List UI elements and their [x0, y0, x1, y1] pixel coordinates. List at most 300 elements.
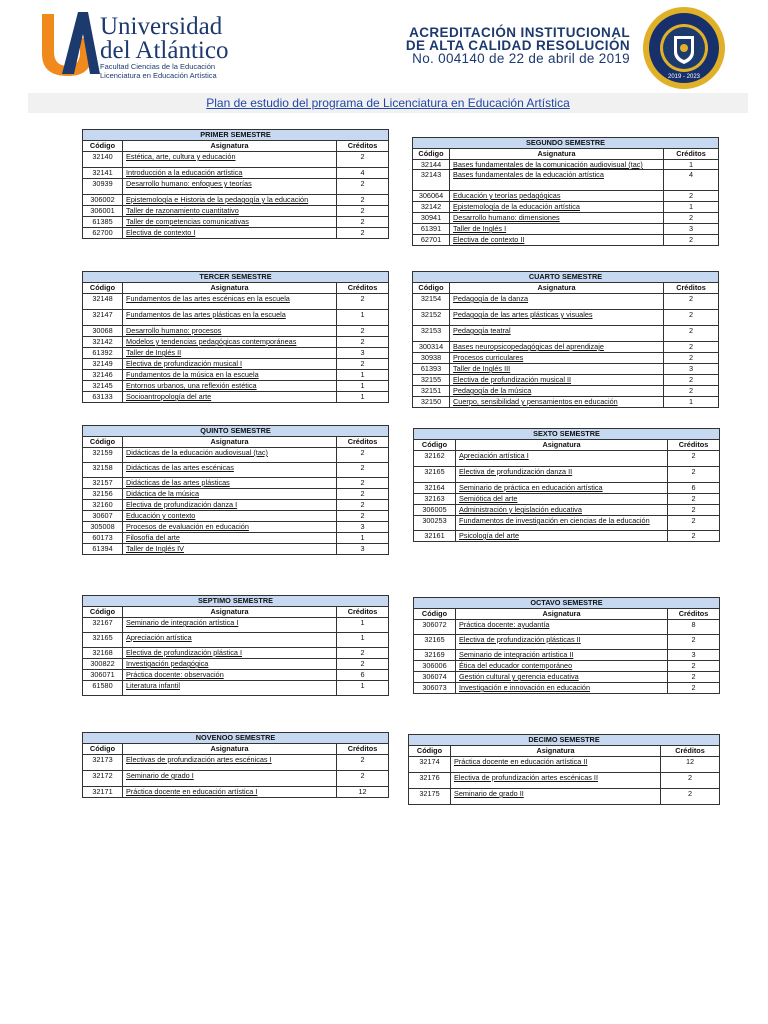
table-row: [413, 235, 719, 246]
course-code: 300822: [83, 659, 123, 670]
course-code: 306072: [414, 620, 456, 635]
course-credits: 2: [664, 326, 719, 342]
course-credits: 3: [668, 650, 720, 661]
course-code: 61391: [413, 224, 450, 235]
course-name: Taller de Inglés I: [450, 224, 664, 235]
subject-column-header: Asignatura: [123, 437, 337, 448]
course-credits: 2: [661, 789, 720, 805]
table-row: [83, 348, 389, 359]
semester-table: [412, 271, 719, 408]
credits-column-header: Créditos: [337, 607, 389, 618]
course-name: Fundamentos de las artes plásticas en la escuela: [123, 310, 337, 326]
course-name: Gestión cultural y gerencia educativa: [456, 672, 668, 683]
course-name: Pedagogía de la danza: [450, 294, 664, 310]
table-row: [413, 213, 719, 224]
course-name: Electiva de contexto II: [450, 235, 664, 246]
course-code: 305008: [83, 522, 123, 533]
course-credits: 3: [337, 522, 389, 533]
course-name: Didáctica de la música: [123, 489, 337, 500]
course-code: 306064: [413, 191, 450, 202]
course-credits: 2: [664, 375, 719, 386]
course-code: 32159: [83, 448, 123, 463]
course-name: Desarrollo humano: dimensiones: [450, 213, 664, 224]
course-name: Electiva de profundización musical I: [123, 359, 337, 370]
course-name: Literatura infantil: [123, 681, 337, 696]
course-name: Didácticas de las artes plásticas: [123, 478, 337, 489]
course-credits: 2: [668, 635, 720, 650]
column-header-row: [83, 607, 389, 618]
course-credits: 8: [668, 620, 720, 635]
table-row: [414, 451, 720, 467]
code-column-header: Código: [83, 283, 123, 294]
code-column-header: Código: [83, 607, 123, 618]
course-name: Filosofía del arte: [123, 533, 337, 544]
course-code: 32149: [83, 359, 123, 370]
university-name-line1: Universidad: [100, 13, 223, 40]
course-name: Apreciación artística I: [456, 451, 668, 467]
semester-title-row: [414, 429, 720, 440]
table-row: [413, 224, 719, 235]
course-code: 32165: [414, 467, 456, 483]
table-row: [83, 392, 389, 403]
course-code: 32147: [83, 310, 123, 326]
course-code: 32157: [83, 478, 123, 489]
course-code: 32163: [414, 494, 456, 505]
code-column-header: Código: [413, 149, 450, 160]
semester-table: [82, 271, 389, 403]
course-code: 32151: [413, 386, 450, 397]
table-row: [413, 397, 719, 408]
table-row: [83, 771, 389, 787]
course-code: 32152: [413, 310, 450, 326]
table-row: [83, 310, 389, 326]
table-row: [83, 533, 389, 544]
table-row: [83, 206, 389, 217]
faculty-name: Facultad Ciencias de la Educación: [100, 62, 216, 71]
subject-column-header: Asignatura: [123, 744, 337, 755]
course-credits: 2: [664, 386, 719, 397]
course-credits: 2: [337, 659, 389, 670]
code-column-header: Código: [83, 141, 123, 152]
course-credits: 2: [337, 463, 389, 478]
credits-column-header: Créditos: [664, 283, 719, 294]
code-column-header: Código: [83, 437, 123, 448]
course-code: 32175: [409, 789, 451, 805]
course-credits: 1: [337, 681, 389, 696]
course-name: Bases fundamentales de la comunicación audiovisual (tac): [450, 160, 664, 170]
course-name: Investigación pedagógica: [123, 659, 337, 670]
course-code: 32173: [83, 755, 123, 771]
course-name: Fundamentos de la música en la escuela: [123, 370, 337, 381]
course-credits: 2: [337, 326, 389, 337]
course-credits: 2: [668, 505, 720, 516]
course-credits: 2: [337, 152, 389, 168]
course-code: 62701: [413, 235, 450, 246]
course-name: Seminario de práctica en educación artística: [456, 483, 668, 494]
semester-title: CUARTO SEMESTRE: [413, 272, 719, 283]
course-credits: 1: [337, 618, 389, 633]
code-column-header: Código: [409, 746, 451, 757]
course-code: 63133: [83, 392, 123, 403]
semester-title: PRIMER SEMESTRE: [83, 130, 389, 141]
course-credits: 2: [337, 294, 389, 310]
table-row: [414, 494, 720, 505]
course-name: Electiva de contexto I: [123, 228, 337, 239]
course-code: 32148: [83, 294, 123, 310]
course-name: Desarrollo humano: procesos: [123, 326, 337, 337]
column-header-row: [409, 746, 720, 757]
column-header-row: [413, 283, 719, 294]
semester-title: QUINTO SEMESTRE: [83, 426, 389, 437]
table-row: [83, 326, 389, 337]
course-code: 30607: [83, 511, 123, 522]
subject-column-header: Asignatura: [123, 607, 337, 618]
course-name: Psicología del arte: [456, 531, 668, 542]
course-credits: 1: [337, 633, 389, 648]
table-row: [83, 522, 389, 533]
code-column-header: Código: [413, 283, 450, 294]
table-row: [413, 386, 719, 397]
course-name: Pedagogía de la música: [450, 386, 664, 397]
course-name: Epistemología de la educación artística: [450, 202, 664, 213]
table-row: [414, 516, 720, 531]
semester-title: DECIMO SEMESTRE: [409, 735, 720, 746]
course-credits: 2: [664, 191, 719, 202]
course-credits: 2: [337, 755, 389, 771]
table-row: [83, 217, 389, 228]
table-row: [83, 618, 389, 633]
course-name: Administración y legislación educativa: [456, 505, 668, 516]
course-credits: 2: [668, 516, 720, 531]
course-name: Estética, arte, cultura y educación: [123, 152, 337, 168]
course-code: 61394: [83, 544, 123, 555]
subject-column-header: Asignatura: [450, 283, 664, 294]
table-row: [83, 489, 389, 500]
table-row: [83, 228, 389, 239]
course-name: Modelos y tendencias pedagógicas contemporáneas: [123, 337, 337, 348]
course-credits: 1: [337, 381, 389, 392]
semester-table: [412, 137, 719, 246]
semester-table: [408, 734, 720, 805]
course-code: 32144: [413, 160, 450, 170]
table-row: [413, 326, 719, 342]
table-row: [83, 294, 389, 310]
course-code: 32142: [413, 202, 450, 213]
table-row: [413, 353, 719, 364]
course-code: 32160: [83, 500, 123, 511]
table-row: [414, 635, 720, 650]
table-row: [83, 648, 389, 659]
course-credits: 2: [661, 773, 720, 789]
course-name: Semiótica del arte: [456, 494, 668, 505]
subject-column-header: Asignatura: [456, 609, 668, 620]
course-credits: 2: [668, 451, 720, 467]
code-column-header: Código: [414, 440, 456, 451]
course-code: 32167: [83, 618, 123, 633]
course-credits: 2: [337, 195, 389, 206]
column-header-row: [83, 744, 389, 755]
table-row: [83, 463, 389, 478]
university-name-line2: del Atlántico: [100, 37, 229, 64]
course-credits: 3: [337, 348, 389, 359]
table-row: [83, 755, 389, 771]
course-credits: 3: [664, 364, 719, 375]
course-credits: 2: [337, 771, 389, 787]
course-code: 62700: [83, 228, 123, 239]
course-credits: 2: [664, 353, 719, 364]
column-header-row: [413, 149, 719, 160]
course-name: Educación y teorías pedagógicas: [450, 191, 664, 202]
course-code: 306073: [414, 683, 456, 694]
semester-title-row: [413, 272, 719, 283]
table-row: [83, 500, 389, 511]
course-code: 32140: [83, 152, 123, 168]
course-credits: 6: [668, 483, 720, 494]
table-row: [409, 757, 720, 773]
course-credits: 2: [337, 478, 389, 489]
course-code: 32161: [414, 531, 456, 542]
semester-title-row: [83, 272, 389, 283]
table-row: [83, 633, 389, 648]
course-name: Taller de razonamiento cuantitativo: [123, 206, 337, 217]
course-name: Procesos curriculares: [450, 353, 664, 364]
table-row: [83, 511, 389, 522]
course-code: 32156: [83, 489, 123, 500]
table-row: [83, 478, 389, 489]
course-credits: 1: [337, 310, 389, 326]
course-credits: 1: [337, 533, 389, 544]
column-header-row: [414, 440, 720, 451]
course-credits: 2: [668, 467, 720, 483]
semester-title-row: [413, 138, 719, 149]
table-row: [414, 683, 720, 694]
table-row: [414, 467, 720, 483]
table-row: [413, 310, 719, 326]
course-credits: 3: [664, 224, 719, 235]
course-code: 32174: [409, 757, 451, 773]
semester-table: [82, 595, 389, 696]
course-code: 61392: [83, 348, 123, 359]
table-row: [83, 681, 389, 696]
course-credits: 2: [668, 683, 720, 694]
course-code: 32143: [413, 170, 450, 191]
column-header-row: [414, 609, 720, 620]
table-row: [83, 168, 389, 179]
course-name: Introducción a la educación artística: [123, 168, 337, 179]
table-row: [414, 483, 720, 494]
table-row: [414, 672, 720, 683]
course-code: 61580: [83, 681, 123, 696]
table-row: [413, 202, 719, 213]
course-code: 32142: [83, 337, 123, 348]
course-credits: 2: [668, 661, 720, 672]
course-credits: 2: [664, 235, 719, 246]
course-name: Socioantropología del arte: [123, 392, 337, 403]
table-row: [414, 620, 720, 635]
course-code: 306071: [83, 670, 123, 681]
semester-title-row: [83, 733, 389, 744]
credits-column-header: Créditos: [668, 440, 720, 451]
code-column-header: Código: [414, 609, 456, 620]
subject-column-header: Asignatura: [123, 283, 337, 294]
column-header-row: [83, 141, 389, 152]
semester-table: [413, 428, 720, 542]
course-name: Epistemología e Historia de la pedagogía y la educación: [123, 195, 337, 206]
course-credits: 2: [337, 648, 389, 659]
course-credits: 2: [337, 489, 389, 500]
course-code: 32154: [413, 294, 450, 310]
course-credits: 2: [668, 531, 720, 542]
course-code: 300253: [414, 516, 456, 531]
course-code: 30939: [83, 179, 123, 195]
semester-title: SEXTO SEMESTRE: [414, 429, 720, 440]
table-row: [414, 650, 720, 661]
page-title-bar: [28, 93, 748, 113]
table-row: [83, 359, 389, 370]
column-header-row: [83, 437, 389, 448]
table-row: [83, 787, 389, 798]
table-row: [414, 661, 720, 672]
course-name: Seminario de grado I: [123, 771, 337, 787]
semester-title-row: [409, 735, 720, 746]
course-name: Desarrollo humano: enfoques y teorías: [123, 179, 337, 195]
course-name: Electiva de profundización danza I: [123, 500, 337, 511]
course-credits: 2: [337, 511, 389, 522]
course-credits: 2: [337, 228, 389, 239]
course-name: Práctica docente: observación: [123, 670, 337, 681]
course-credits: 2: [664, 310, 719, 326]
table-row: [413, 191, 719, 202]
semester-title-row: [83, 130, 389, 141]
course-code: 32176: [409, 773, 451, 789]
semester-title-row: [414, 598, 720, 609]
table-row: [83, 370, 389, 381]
course-credits: 1: [664, 202, 719, 213]
course-credits: 2: [337, 337, 389, 348]
table-row: [409, 773, 720, 789]
course-credits: 4: [337, 168, 389, 179]
course-name: Fundamentos de investigación en ciencias de la educación: [456, 516, 668, 531]
course-code: 306005: [414, 505, 456, 516]
course-credits: 1: [664, 397, 719, 408]
course-name: Taller de Inglés III: [450, 364, 664, 375]
semester-title-row: [83, 426, 389, 437]
course-code: 61393: [413, 364, 450, 375]
course-credits: 2: [337, 500, 389, 511]
course-name: Pedagogía teatral: [450, 326, 664, 342]
semester-title: NOVENOO SEMESTRE: [83, 733, 389, 744]
subject-column-header: Asignatura: [456, 440, 668, 451]
course-code: 30941: [413, 213, 450, 224]
table-row: [83, 179, 389, 195]
course-credits: 12: [661, 757, 720, 773]
semester-title: SEPTIMO SEMESTRE: [83, 596, 389, 607]
table-row: [83, 152, 389, 168]
course-name: Ética del educador contemporáneo: [456, 661, 668, 672]
credits-column-header: Créditos: [668, 609, 720, 620]
course-name: Educación y contexto: [123, 511, 337, 522]
course-name: Práctica docente en educación artística I: [123, 787, 337, 798]
page-title: Plan de estudio del programa de Licenciatura en Educación Artística: [206, 96, 570, 110]
course-credits: 2: [668, 672, 720, 683]
semester-title: TERCER SEMESTRE: [83, 272, 389, 283]
semester-table: [82, 732, 389, 798]
course-code: 306001: [83, 206, 123, 217]
course-credits: 1: [337, 370, 389, 381]
course-name: Taller de Inglés IV: [123, 544, 337, 555]
course-name: Taller de Inglés II: [123, 348, 337, 359]
subject-column-header: Asignatura: [450, 149, 664, 160]
course-name: Bases fundamentales de la educación artística: [450, 170, 664, 191]
credits-column-header: Créditos: [337, 283, 389, 294]
course-name: Electiva de profundización plásticas II: [456, 635, 668, 650]
subject-column-header: Asignatura: [123, 141, 337, 152]
course-code: 306002: [83, 195, 123, 206]
course-name: Cuerpo, sensibilidad y pensamientos en educación: [450, 397, 664, 408]
table-row: [413, 160, 719, 170]
course-name: Investigación e innovación en educación: [456, 683, 668, 694]
credits-column-header: Créditos: [664, 149, 719, 160]
table-row: [413, 342, 719, 353]
course-name: Electiva de profundización plástica I: [123, 648, 337, 659]
course-name: Seminario de integración artística II: [456, 650, 668, 661]
course-credits: 2: [337, 206, 389, 217]
accreditation-seal-icon: [642, 6, 726, 90]
course-code: 32146: [83, 370, 123, 381]
course-name: Fundamentos de las artes escénicas en la escuela: [123, 294, 337, 310]
credits-column-header: Créditos: [337, 141, 389, 152]
course-code: 32165: [414, 635, 456, 650]
course-code: 61385: [83, 217, 123, 228]
course-credits: 1: [664, 160, 719, 170]
course-name: Práctica docente en educación artística II: [451, 757, 661, 773]
course-code: 306074: [414, 672, 456, 683]
course-name: Didácticas de la educación audiovisual (tac): [123, 448, 337, 463]
course-name: Electivas de profundización artes escénicas I: [123, 755, 337, 771]
course-credits: 1: [337, 392, 389, 403]
course-credits: 2: [337, 179, 389, 195]
course-code: 32172: [83, 771, 123, 787]
course-name: Taller de competencias comunicativas: [123, 217, 337, 228]
course-credits: 2: [337, 359, 389, 370]
table-row: [83, 670, 389, 681]
course-name: Seminario de grado II: [451, 789, 661, 805]
course-code: 32141: [83, 168, 123, 179]
table-row: [83, 337, 389, 348]
course-code: 32162: [414, 451, 456, 467]
course-code: 32171: [83, 787, 123, 798]
table-row: [83, 544, 389, 555]
course-credits: 4: [664, 170, 719, 191]
course-credits: 2: [664, 213, 719, 224]
course-code: 32150: [413, 397, 450, 408]
course-name: Bases neuropsicopedagógicas del aprendizaje: [450, 342, 664, 353]
course-code: 32145: [83, 381, 123, 392]
table-row: [414, 505, 720, 516]
table-row: [83, 195, 389, 206]
semester-title: SEGUNDO SEMESTRE: [413, 138, 719, 149]
course-credits: 12: [337, 787, 389, 798]
table-row: [83, 381, 389, 392]
course-credits: 3: [337, 544, 389, 555]
semester-table: [82, 425, 389, 555]
course-name: Electiva de profundización artes escénicas II: [451, 773, 661, 789]
semester-title-row: [83, 596, 389, 607]
semester-title: OCTAVO SEMESTRE: [414, 598, 720, 609]
accreditation-line2: DE ALTA CALIDAD RESOLUCIÓN: [405, 38, 630, 53]
course-credits: 2: [664, 342, 719, 353]
table-row: [414, 531, 720, 542]
